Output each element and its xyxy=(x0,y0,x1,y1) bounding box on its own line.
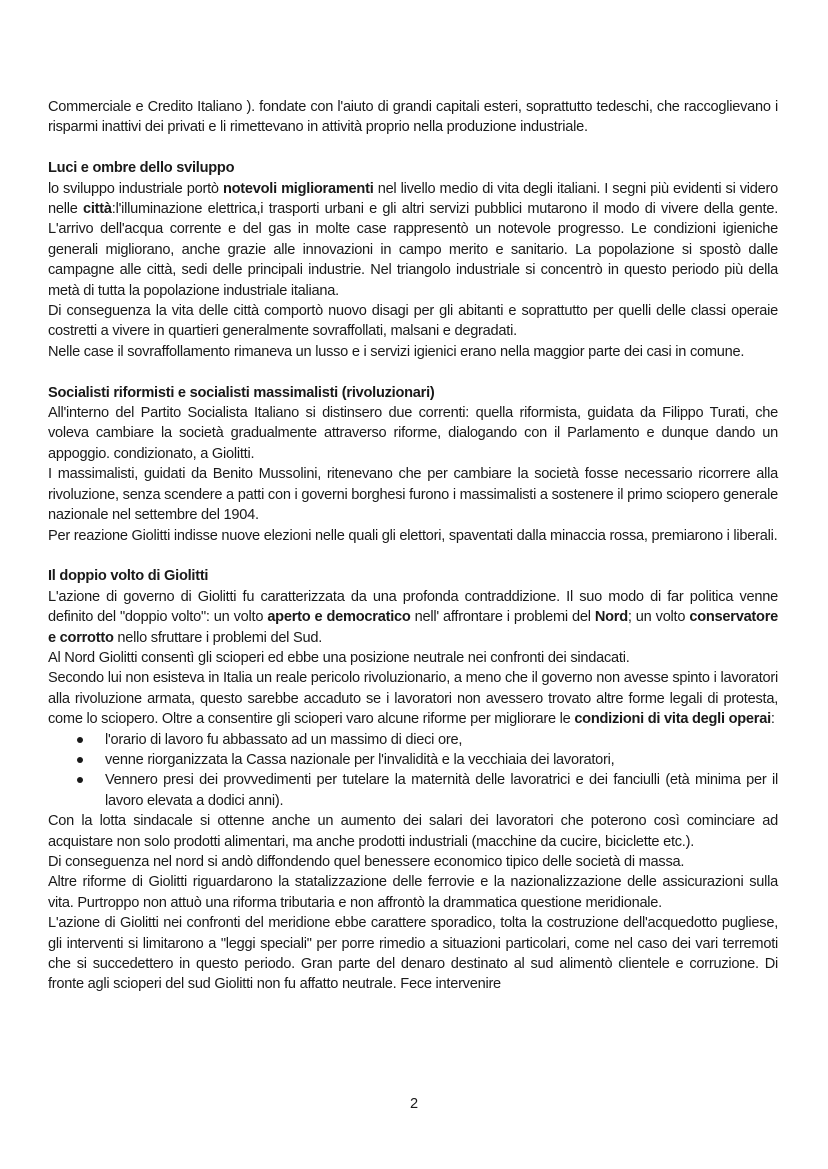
paragraph xyxy=(48,668,778,729)
spacer xyxy=(48,138,778,158)
bold-text: condizioni di vita degli operai xyxy=(574,711,771,728)
paragraph: L'azione di Giolitti nei confronti del meridione ebbe carattere sporadico, tolta la costruzione dell'acquedotto pugliese, gli interventi si limitarono a "leggi speciali" per porre rimedio a situazioni particolari, come nel caso dei vari terremoti che si succedettero in questo periodo. Gran parte del denaro destinato al sud alimentò clientele e corruzione. Di fronte agli scioperi del sud Giolitti non fu affatto neutrale. Fece intervenire xyxy=(48,915,778,993)
paragraph: Al Nord Giolitti consentì gli scioperi ed ebbe una posizione neutrale nei confronti dei sindacati. xyxy=(48,649,630,666)
section-heading: Luci e ombre dello sviluppo xyxy=(48,160,235,177)
text-run: : xyxy=(770,711,775,728)
intro-paragraph: Commerciale e Credito Italiano ). fondate con l'aiuto di grandi capitali esteri, soprattutto tedeschi, che raccoglievano i risparmi inattivi dei privati e li rimettevano in attività proprio nella produzione industriale. xyxy=(48,99,778,136)
list-item: venne riorganizzata la Cassa nazionale per l'invalidità e la vecchiaia dei lavoratori, xyxy=(48,750,778,770)
section-heading: Socialisti riformisti e socialisti massimalisti (rivoluzionari) xyxy=(48,384,435,401)
bold-text: notevoli miglioramenti xyxy=(222,180,374,197)
list-item: l'orario di lavoro fu abbassato ad un massimo di dieci ore, xyxy=(48,730,778,750)
page-number: 2 xyxy=(409,1096,419,1112)
section-doppio-volto xyxy=(48,566,778,995)
text-run: L'azione di governo di Giolitti fu caratterizzata da una profonda contraddizione. Il suo modo di far politica venne definito del "doppio volto": un volto xyxy=(48,588,778,626)
bold-text: conservatore e corrotto xyxy=(48,609,779,646)
paragraph: Di conseguenza nel nord si andò diffondendo quel benessere economico tipico delle società di massa. xyxy=(48,853,685,870)
text-run: Secondo lui non esisteva in Italia un reale pericolo rivoluzionario, a meno che il governo non avesse spinto i lavoratori alla rivoluzione armata, questo sarebbe accaduto se i lavoratori non avessero trovato altre forme legali di protesta, come lo sciopero. Oltre a consentire gli scioperi varo alcune riforme per migliorare le xyxy=(48,670,778,728)
spacer xyxy=(48,362,778,382)
section-luci-e-ombre xyxy=(48,158,778,362)
paragraph: Nelle case il sovraffollamento rimaneva un lusso e i servizi igienici erano nella maggior parte dei casi in comune. xyxy=(48,343,745,360)
paragraph: I massimalisti, guidati da Benito Mussolini, ritenevano che per cambiare la società fosse necessario ricorrere alla rivoluzione, senza scendere a patti con i governi borghesi furono i massimalisti a sostenere il primo sciopero generale nazionale nel settembre del 1904. xyxy=(48,466,778,524)
list-item: Vennero presi dei provvedimenti per tutelare la maternità delle lavoratrici e dei fanciulli (età minima per il lavoro elevata a dodici anni). xyxy=(48,770,778,811)
text-run: nel livello medio di vita degli italiani. I segni più evidenti si videro nelle xyxy=(48,180,778,218)
paragraph xyxy=(48,587,778,648)
section-heading: Il doppio volto di Giolitti xyxy=(48,568,209,585)
section-socialisti xyxy=(48,383,778,546)
spacer xyxy=(48,546,778,566)
text-run: lo sviluppo industriale portò xyxy=(48,180,223,197)
paragraph: All'interno del Partito Socialista Italiano si distinsero due correnti: quella riformista, guidata da Filippo Turati, che voleva cambiare la società gradualmente attraverso riforme, dialogando con il Parlamento e dunque dando un appoggio. condizionato, a Giolitti. xyxy=(48,405,778,462)
paragraph xyxy=(48,179,778,301)
paragraph: Di conseguenza la vita delle città comportò nuovo disagi per gli abitanti e soprattutto per quelli delle classi operaie costretti a vivere in quartieri generalmente sovraffollati, malsani e degradati. xyxy=(48,303,778,340)
bold-text: Nord xyxy=(594,609,628,626)
text-run: ; un volto xyxy=(627,609,690,626)
bullet-list xyxy=(48,730,778,812)
paragraph: Per reazione Giolitti indisse nuove elezioni nelle quali gli elettori, spaventati dalla minaccia rossa, premiarono i liberali. xyxy=(48,527,778,544)
bold-text: aperto e democratico xyxy=(267,609,411,626)
document-page xyxy=(48,97,778,995)
bold-text: città xyxy=(83,201,112,218)
paragraph: Con la lotta sindacale si ottenne anche un aumento dei salari dei lavoratori che poterono così cominciare ad acquistare non solo prodotti alimentari, ma anche prodotti industriali (macchine da cucire, biciclette etc.). xyxy=(48,813,778,850)
text-run: :l'illuminazione elettrica,i trasporti urbani e gli altri servizi pubblici mutarono il modo di vivere della gente. L'arrivo dell'acqua corrente e del gas in molte case rappresentò un notevole progresso. Le condizioni igieniche generali migliorano, anche grazie alle innovazioni in campo merito e sanitario. La popolazione si spostò dalle campagne alle città, sedi delle principali industrie. Nel triangolo industriale si concentrò in questo periodo più della metà di tutta la popolazione industriale italiana. xyxy=(48,201,778,299)
text-run: nello sfruttare i problemi del Sud. xyxy=(113,629,323,646)
text-run: nell' affrontare i problemi del xyxy=(410,609,595,626)
paragraph: Altre riforme di Giolitti riguardarono la statalizzazione delle ferrovie e la nazionalizzazione delle assicurazioni sulla vita. Purtroppo non attuò una riforma tributaria e non affrontò la drammatica questione meridionale. xyxy=(48,874,778,911)
